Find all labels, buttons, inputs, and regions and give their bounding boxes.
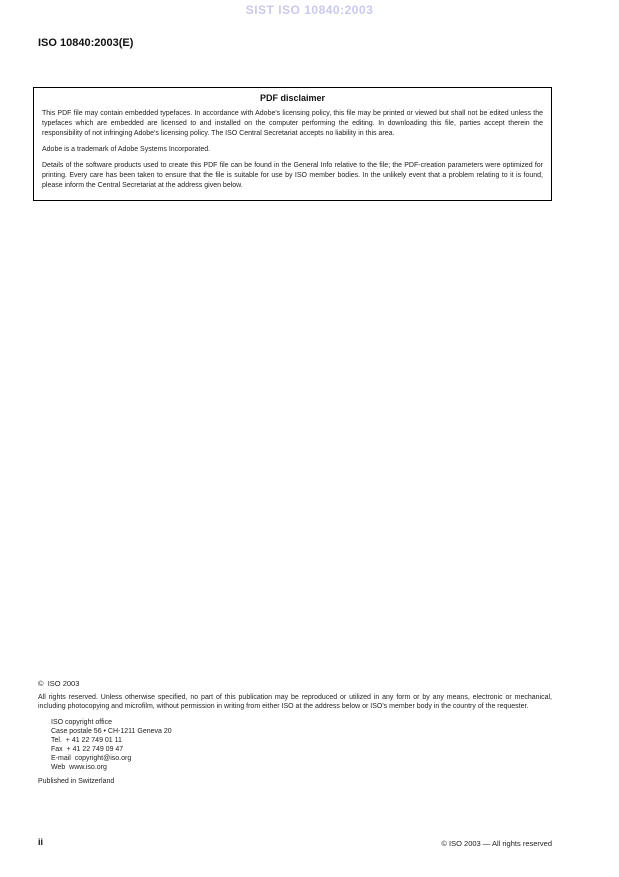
disclaimer-paragraph-1: This PDF file may contain embedded typefaces. In accordance with Adobe's licensing policy, this file may be printed or viewed but shall not be edited unless the typefaces which are embedded are licensed to and installed on the computer performing the editing. In downloading this file, parties accept therein the responsibility of not infringing Adobe's licensing policy. The ISO Central Secretariat accepts no liability in this area. — [42, 110, 543, 137]
page-watermark: SIST ISO 10840:2003 — [245, 3, 374, 17]
copyright-block — [38, 679, 552, 786]
address-line-tel: Tel. + 41 22 749 01 11 — [51, 737, 122, 745]
copyright-rights-text: All rights reserved. Unless otherwise specified, no part of this publication may be reproduced or utilized in any form or by any means, electronic or mechanical, including photocopying and microfilm, without permission in writing from either ISO at the address below or ISO's member body in the country of the requester. — [38, 694, 552, 710]
footer-rights-text: © ISO 2003 — All rights reserved — [441, 839, 552, 848]
published-line: Published in Switzerland — [38, 778, 115, 786]
iso-address-block — [51, 718, 552, 772]
document-reference: ISO 10840:2003(E) — [38, 37, 134, 49]
disclaimer-paragraph-3: Details of the software products used to create this PDF file can be found in the General Info relative to the file; the PDF-creation parameters were optimized for printing. Every care has been taken to ensure that the file is suitable for use by ISO member bodies. In the unlikely event that a problem relating to it is found, please inform the Central Secretariat at the address given below. — [42, 162, 543, 189]
footer-page-number: ii — [38, 837, 44, 847]
address-line-email: E-mail copyright@iso.org — [51, 755, 132, 763]
disclaimer-title: PDF disclaimer — [259, 93, 326, 103]
copyright-notice: © ISO 2003 — [38, 679, 80, 688]
address-line-office: ISO copyright office — [51, 719, 112, 727]
disclaimer-paragraph-2: Adobe is a trademark of Adobe Systems Incorporated. — [42, 146, 211, 153]
address-line-postal: Case postale 56 • CH-1211 Geneva 20 — [51, 728, 172, 736]
address-line-web: Web www.iso.org — [51, 764, 107, 772]
address-line-fax: Fax + 41 22 749 09 47 — [51, 746, 124, 754]
pdf-disclaimer-box — [33, 87, 552, 201]
